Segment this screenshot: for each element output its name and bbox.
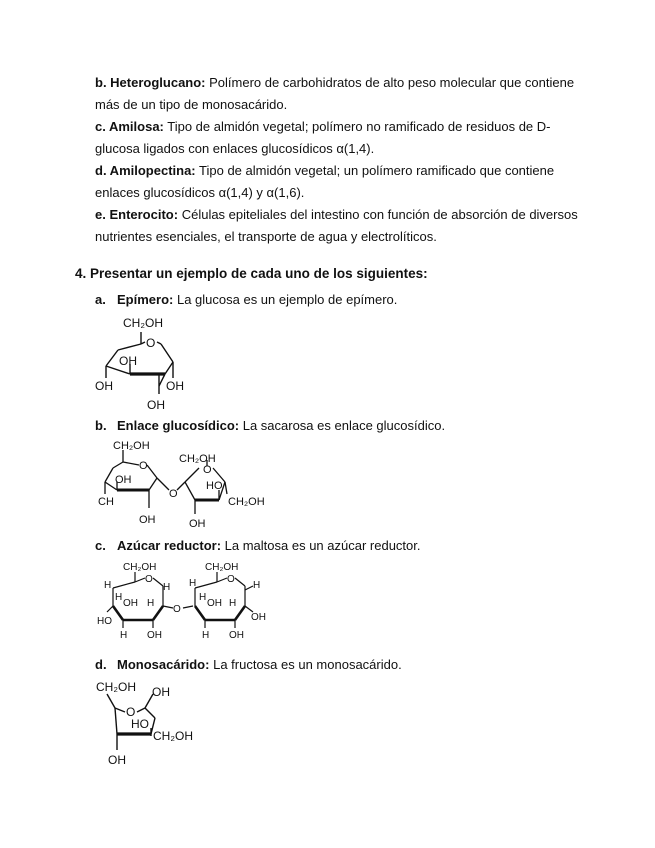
sucrose-fru-ch2oh-right: CH₂OH	[228, 496, 265, 508]
fructose-oh-bottom: OH	[108, 753, 126, 767]
example-monosacarido: d. Monosacárido: La fructosa es un monosacárido.	[95, 657, 402, 672]
definition-heteroglucano: b. Heteroglucano: Polímero de carbohidratos de alto peso molecular que contiene más de un tipo de monosacárido.	[95, 75, 575, 112]
definition-amilosa: c. Amilosa: Tipo de almidón vegetal; polímero no ramificado de residuos de D- glucosa ligados con enlaces glucosídicos α(1,4).	[95, 119, 551, 156]
fructose-oh-top: OH	[152, 685, 170, 699]
fructose-ch2oh-right: CH₂OH	[153, 729, 193, 743]
fructose-ho: HO	[131, 717, 149, 731]
maltose-r2-o: O	[227, 574, 235, 585]
maltose-r1-ho: HO	[97, 616, 112, 627]
glucose-oh-c1: OH	[166, 379, 184, 393]
sucrose-fru-ch2oh-top: CH₂OH	[179, 453, 216, 465]
sucrose-glc-ch: CH	[98, 496, 114, 508]
sucrose-fru-o: O	[203, 464, 212, 476]
maltose-r1-h5: H	[120, 630, 128, 641]
question-4-heading: 4. Presentar un ejemplo de cada uno de los siguientes:	[75, 266, 428, 281]
fructose-ch2oh-top: CH₂OH	[96, 680, 136, 694]
maltose-r2-h5: H	[202, 630, 210, 641]
maltose-r1-h1: H	[104, 580, 112, 591]
maltose-r2-oh: OH	[207, 598, 222, 609]
maltose-r2-oh2: OH	[229, 630, 244, 641]
maltose-r2-h4: H	[253, 580, 261, 591]
sucrose-fru-oh: OH	[189, 518, 206, 530]
maltose-r1-o: O	[145, 574, 153, 585]
sucrose-glc-ch2oh: CH₂OH	[113, 440, 150, 452]
glucose-structure	[93, 312, 203, 412]
maltose-r1-oh: OH	[123, 598, 138, 609]
maltose-r2-h1: H	[189, 578, 197, 589]
glucose-ring-o: O	[146, 336, 156, 350]
maltose-r2-oh3: OH	[251, 612, 266, 623]
sucrose-structure	[95, 438, 275, 528]
glucose-oh-c3: OH	[119, 354, 137, 368]
maltose-r1-ch2oh: CH₂OH	[123, 562, 157, 573]
example-epimero: a. Epímero: La glucosa es un ejemplo de epímero.	[95, 292, 398, 307]
example-enlace-glucosidico: b. Enlace glucosídico: La sacarosa es enlace glucosídico.	[95, 418, 446, 433]
sucrose-fru-ho: HO	[206, 480, 223, 492]
sucrose-glc-oh2: OH	[139, 514, 156, 526]
maltose-r1-h4: H	[163, 582, 171, 593]
maltose-r2-ch2oh: CH₂OH	[205, 562, 239, 573]
maltose-structure	[95, 560, 275, 640]
fructose-ring-o: O	[126, 705, 136, 719]
definition-enterocito: e. Enterocito: Células epiteliales del intestino con función de absorción de diversos nutrientes esenciales, el transporte de agua y electrolíticos.	[95, 207, 578, 244]
maltose-link-o: O	[173, 604, 181, 615]
sucrose-glc-oh3: OH	[115, 474, 132, 486]
glucose-oh-c4: OH	[95, 379, 113, 393]
fructose-structure	[95, 678, 205, 768]
maltose-r1-oh2: OH	[147, 630, 162, 641]
sucrose-link-o: O	[169, 488, 178, 500]
sucrose-glc-o: O	[139, 460, 148, 472]
glucose-oh-c2: OH	[147, 398, 165, 412]
definitions-block	[95, 72, 595, 248]
maltose-r1-h3: H	[147, 598, 155, 609]
maltose-r2-h3: H	[229, 598, 237, 609]
maltose-r1-h2: H	[115, 592, 123, 603]
example-azucar-reductor: c. Azúcar reductor: La maltosa es un azúcar reductor.	[95, 538, 421, 553]
definition-amilopectina: d. Amilopectina: Tipo de almidón vegetal; un polímero ramificado que contiene enlaces glucosídicos α(1,4) y α(1,6).	[95, 163, 555, 200]
glucose-ch2oh: CH₂OH	[123, 316, 163, 330]
maltose-r2-h2: H	[199, 592, 207, 603]
